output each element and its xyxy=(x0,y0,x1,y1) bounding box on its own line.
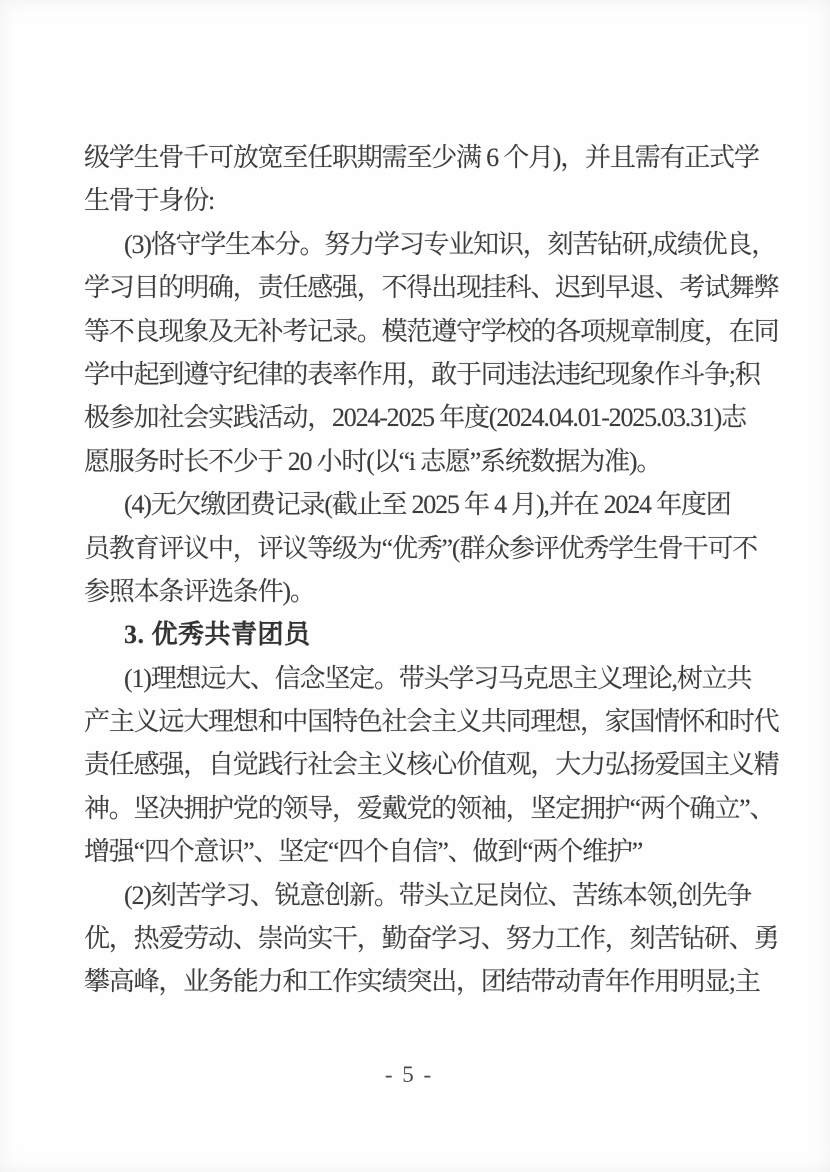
text-line: 生骨于身份: xyxy=(84,186,215,216)
text-line: 优，热爱劳动、崇尚实干，勤奋学习、努力工作，刻苦钻研、勇 xyxy=(84,924,779,954)
text-line: (1)理想远大、信念坚定。带头学习马克思主义理论,树立共 xyxy=(124,663,752,693)
text-line: 极参加社会实践活动，2024-2025 年度(2024.04.01-2025.03.31)志 xyxy=(84,403,746,433)
section-heading: 3. 优秀共青团员 xyxy=(124,620,311,650)
text-line: 增强“四个意识”、坚定“四个自信”、做到“两个维护” xyxy=(84,837,643,867)
page-number: - 5 - xyxy=(384,1062,434,1087)
text-line: 等不良现象及无补考记录。模范遵守学校的各项规章制度，在同 xyxy=(84,316,779,346)
document-text-block xyxy=(84,136,779,1004)
text-line: 产主义远大理想和中国特色社会主义共同理想，家国情怀和时代 xyxy=(84,707,779,737)
text-line: 神。坚决拥护党的领导，爱戴党的领袖，坚定拥护“两个确立”、 xyxy=(84,793,775,823)
text-line: 攀高峰，业务能力和工作实绩突出，团结带动青年作用明显;主 xyxy=(84,967,760,997)
text-line: 参照本条评选条件)。 xyxy=(84,576,315,606)
text-line: 责任感强，自觉践行社会主义核心价值观，大力弘扬爱国主义精 xyxy=(84,750,779,780)
text-line: (4)无欠缴团费记录(截止至 2025 年 4 月),并在 2024 年度团 xyxy=(124,490,731,520)
text-line: (2)刻苦学习、锐意创新。带头立足岗位、苦练本领,创先争 xyxy=(124,880,752,910)
text-line: 级学生骨千可放宽至任职期需至少满 6 个月)，并且需有正式学 xyxy=(84,143,759,172)
text-line: 员教育评议中，评议等级为“优秀”(群众参评优秀学生骨干可不 xyxy=(84,533,757,563)
text-line: 愿服务时长不少于 20 小时(以“i 志愿”系统数据为准)。 xyxy=(84,446,662,476)
text-line: 学中起到遵守纪律的表率作用，敢于同违法违纪现象作斗争;积 xyxy=(84,359,760,389)
text-line: (3)恪守学生本分。努力学习专业知识，刻苦钻研,成绩优良， xyxy=(124,229,777,259)
text-line: 学习目的明确，责任感强，不得出现挂科、迟到早退、考试舞弊 xyxy=(84,273,779,303)
